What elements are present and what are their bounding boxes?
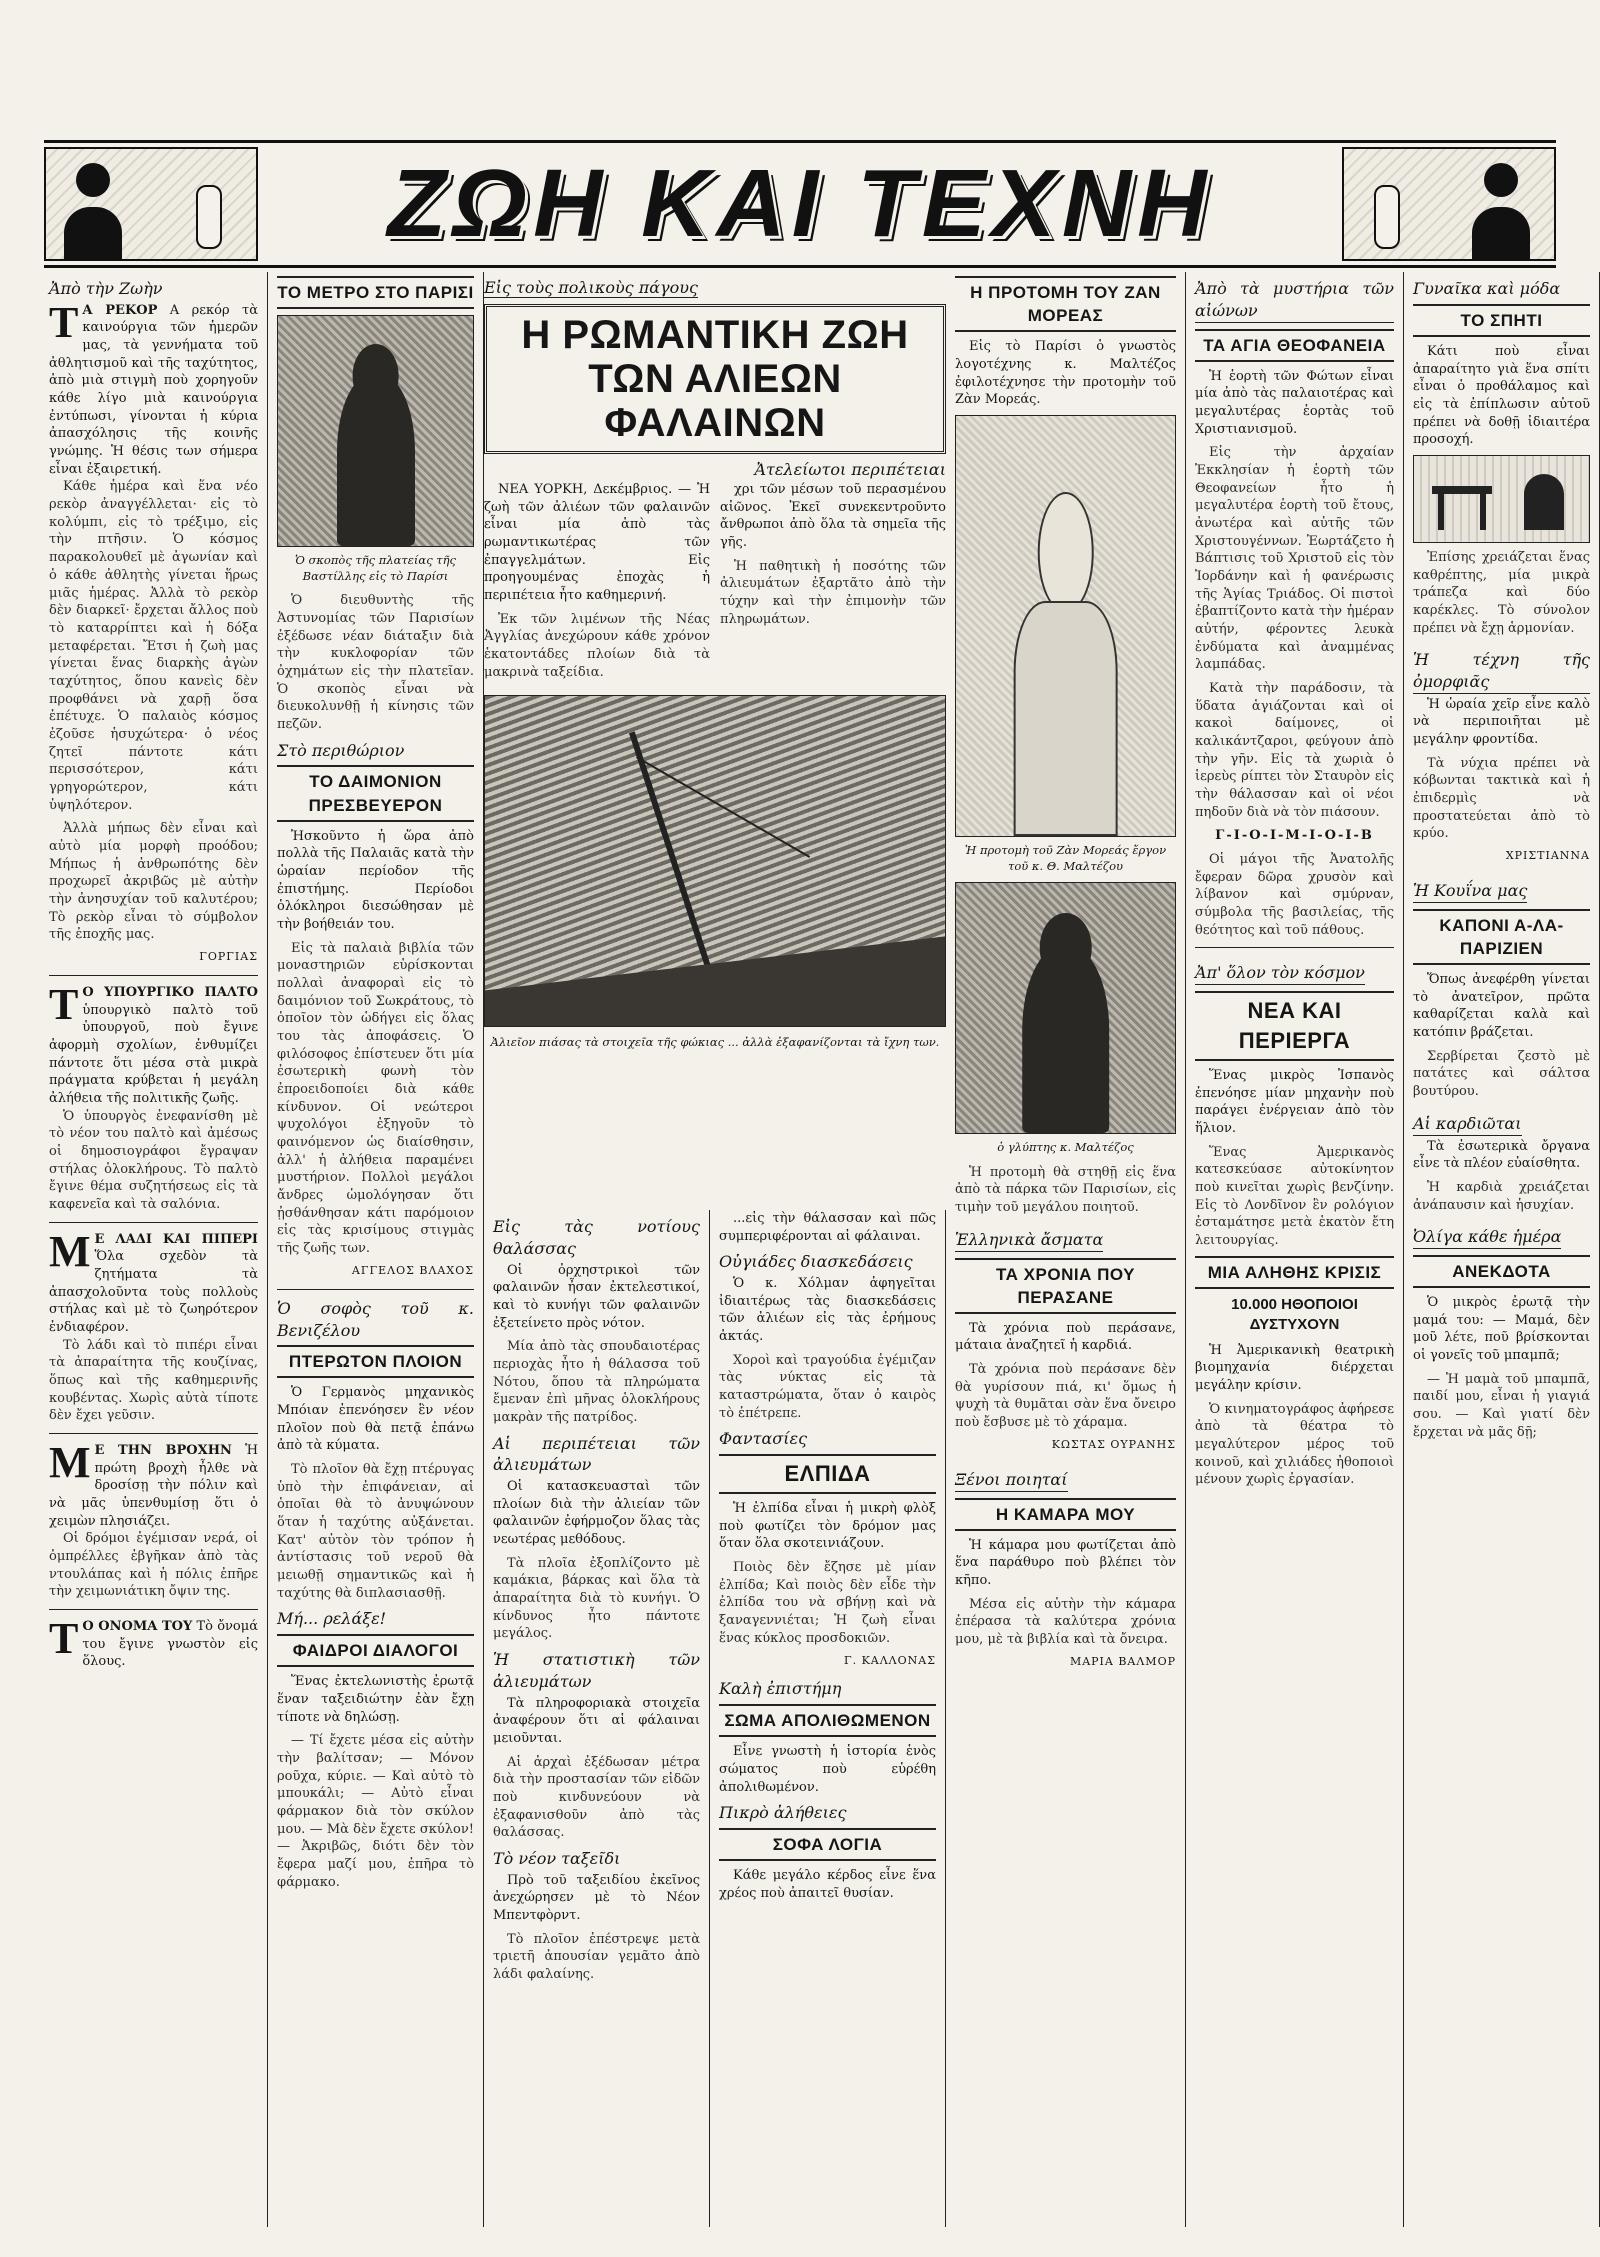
article-rain: Μ Ε ΤΗΝ ΒΡΟΧΗΝ Ἡ πρώτη βροχὴ ἦλθε νὰ δροσίσῃ τὴν πόλιν καὶ νὰ μᾶς ὑπενθυμίσῃ ὅτι ὁ χειμὼν πλησιάζει. Οἱ δρόμοι ἐγέμισαν νερά, οἱ ὀμπρέλλες ἐβγῆκαν ἀπὸ τὰς ντουλάπας καὶ ἡ πόλις ἐπῆρε τὴν χειμωνιάτικη ὄψιν της. xyxy=(49,1438,258,1600)
article-title: ΤΟ ΣΠΗΤΙ xyxy=(1413,304,1590,337)
article-text: Ἕνας ἐκτελωνιστὴς ἐρωτᾷ ἕναν ταξειδιώτην ἐὰν ἔχῃ τίποτε νὰ δηλώσῃ. xyxy=(277,1674,474,1725)
article-text: ΝΕΑ ΥΟΡΚΗ, Δεκέμβριος. — Ἡ ζωὴ τῶν ἀλιέων τῶν φαλαινῶν εἶναι μία ἀπὸ τὰς ρωμαντικωτέρας τῶν ἐπαγγελμάτων. Εἰς προηγουμένας ἐποχὰς ἡ περιπέτεια ἦτο καθημερινή. xyxy=(484,482,710,604)
article-text: Τὸ ὄνομά του ἔγινε γνωστὸν εἰς ὅλους. xyxy=(82,1619,258,1670)
masthead-title: ΖΩΗ ΚΑΙ ΤΕΧΝΗ xyxy=(387,150,1213,257)
section-kicker: Εἰς τὰς νοτίους θαλάσσας xyxy=(493,1217,700,1258)
article-title: Ε ΛΑΔΙ ΚΑΙ ΠΙΠΕΡΙ xyxy=(94,1231,258,1247)
article-title: Η ΠΡΟΤΟΜΗ ΤΟΥ ΖΑΝ ΜΟΡΕΑΣ xyxy=(955,276,1176,332)
article-text: Εἶνε γνωστὴ ἡ ἱστορία ἑνὸς σώματος ποὺ εὑρέθη ἀπολιθωμένον. xyxy=(719,1744,936,1795)
article-text: Ἠσκοῦντο ἡ ὥρα ἀπὸ πολλὰ τῆς Παλαιᾶς κατὰ τὴν ὡραίαν περίοδον τῆς ἐπιστήμης. Περίοδοι ὁλόκληροι διεσώθησαν μὲ τὴν βοήθειάν του. xyxy=(277,828,474,933)
section-kicker: Τὸ νέον ταξεῖδι xyxy=(493,1848,621,1868)
column-3: Εἰς τὰς νοτίους θαλάσσας Οἱ ὀρχηστρικοὶ τῶν φαλαινῶν ἦσαν ἐκτελεστικοί, καὶ τὸ κυνήγι τῶν φαλαινῶν ἐξετείνετο πρὸς νότον. Μία ἀπὸ τὰς σπουδαιοτέρας περιοχὰς ἦτο ἡ θάλασσα τοῦ Νότου, ὅπου τὰ πληρώματα ἔμεναν ἐπὶ μῆνας ὁλοκλήρους μακρὰν τῆς πατρίδος. Αἱ περιπέτειαι τῶν ἀλιευμάτων Οἱ κατασκευασταὶ τῶν πλοίων διὰ τὴν ἀλιείαν τῶν φαλαινῶν ἐφήρμοζον ὅλας τὰς νεωτέρας μεθόδους. Τὰ πλοῖα ἐξοπλίζοντο μὲ καμάκια, βάρκας καὶ ὅλα τὰ ἀπαραίτητα διὰ τὸ κυνήγι. Ὁ κίνδυνος ἦτο πάντοτε μεγάλος. Ἡ στατιστικὴ τῶν ἀλιευμάτων Τὰ πληροφοριακὰ στοιχεῖα ἀναφέρουν ὅτι αἱ φάλαιναι μειοῦνται. Αἱ ἀρχαὶ ἐξέδωσαν μέτρα διὰ τὴν προστασίαν τῶν εἰδῶν ποὺ κινδυνεύουν νὰ ἐξαφανισθοῦν ἀπὸ τὰς θαλάσσας. Τὸ νέον ταξεῖδι Πρὸ τοῦ ταξειδίου ἐκεῖνος ἀνεχώρησεν μὲ τὸ Νέον Μπεντφὸρντ. Τὸ πλοῖον ἐπέστρεψε μετὰ τριετῆ ἀπουσίαν γεμᾶτο ἀπὸ λάδι φαλαίνης. xyxy=(484,1210,710,2227)
article-text: Τὰ πληροφοριακὰ στοιχεῖα ἀναφέρουν ὅτι αἱ φάλαιναι μειοῦνται. xyxy=(493,1695,700,1746)
signature: ΓΟΡΓΙΑΣ xyxy=(199,949,258,963)
section-kicker: Εἰς τοὺς πολικοὺς πάγους xyxy=(484,278,698,297)
dropcap: Μ xyxy=(49,1226,91,1276)
article-text: Ὁ κ. Χόλμαν ἀφηγεῖται ἰδιαιτέρως τὰς διασκεδάσεις τῶν ἀλιέων εἰς τὰς ἐρήμους ἀκτάς. xyxy=(719,1276,936,1345)
article-text: Οἱ ὀρχηστρικοὶ τῶν φαλαινῶν ἦσαν ἐκτελεστικοί, καὶ τὸ κυνήγι τῶν φαλαινῶν ἐξετείνετο πρὸς νότον. xyxy=(493,1262,700,1331)
article-text: Α ρεκόρ τὰ καινούργια τῶν ἡμερῶν μας, τὰ γεννήματα τοῦ ἀθλητισμοῦ καὶ τῆς ταχύτητος, ἀπὸ μιὰ στιγμὴ ποὺ χορηγοῦν κάθε λίγο μιὰ καινούργια ἐντύπωσι, γίνονται ἡ κύρια ἀπασχόλησις τῆς κοινῆς γνώμης. Ἡ θέσις των σήμερα εἶναι ἐξαιρετική. xyxy=(49,302,258,477)
photo-caption: Ὁ σκοπὸς τῆς πλατείας τῆς Βαστίλλης εἰς τὸ Παρίσι xyxy=(295,553,456,583)
section-kicker: Ὀλίγα κάθε ἡμέρα xyxy=(1413,1226,1561,1249)
whale-feature: Εἰς τοὺς πολικοὺς πάγους Η ΡΩΜΑΝΤΙΚΗ ΖΩΗ ΤΩΝ ΑΛΙΕΩΝ ΦΑΛΑΙΝΩΝ Ἀτελείωτοι περιπέτειαι ΝΕΑ ΥΟΡΚΗ, Δεκέμβριος. — Ἡ ζωὴ τῶν ἀλιέων τῶν φαλαινῶν εἶναι μία ἀπὸ τὰς ρωμαντικωτέρας τῶν ἐπαγγελμάτων. Εἰς προηγουμένας ἐποχὰς ἡ περιπέτεια ἦτο καθημερινή. Ἐκ τῶν λιμένων τῆς Νέας Ἀγγλίας ἀνεχώρουν κάθε χρόνον ἑκατοντάδες πλοίων διὰ τὰ μακρινὰ ταξείδια. χρι τῶν μέσων τοῦ περασμένου αἰῶνος. Ἐκεῖ συνεκεντροῦντο ἄνθρωποι ἀπὸ ὅλα τὰ σημεῖα τῆς γῆς. Ἡ παθητικὴ ἡ ποσότης τῶν ἀλιευμάτων ἐξαρτᾶτο ἀπὸ τὴν τύχην καὶ τὴν ἐπιμονὴν τῶν πληρωμάτων. Ἀλιεῖον πιάσας τὰ στοιχεῖα τῆς φώκιας ... ἀλλὰ ἐξαφανίζονται τὰ ἴχνη των. xyxy=(484,278,946,1050)
article-text: χρι τῶν μέσων τοῦ περασμένου αἰῶνος. Ἐκεῖ συνεκεντροῦντο ἄνθρωποι ἀπὸ ὅλα τὰ σημεῖα τῆς γῆς. xyxy=(720,482,946,551)
article-text: Ἡ πρώτη βροχὴ ἦλθε νὰ δροσίσῃ τὴν πόλιν καὶ νὰ μᾶς ὑπενθυμίσῃ ὅτι ὁ χειμὼν πλησιάζει. xyxy=(49,1443,258,1529)
article-title: ΠΤΕΡΩΤΟΝ ΠΛΟΙΟΝ xyxy=(277,1345,474,1378)
dropcap: Τ xyxy=(49,1614,79,1664)
signature: ΚΩΣΤΑΣ ΟΥΡΑΝΗΣ xyxy=(1051,1437,1176,1451)
article-title: ΚΑΠΟΝΙ Α-ΛΑ-ΠΑΡΙΖΙΕΝ xyxy=(1413,909,1590,965)
article-title: Ε ΤΗΝ ΒΡΟΧΗΝ xyxy=(94,1443,232,1459)
section-kicker: Καλὴ ἐπιστήμη xyxy=(719,1679,842,1699)
whaling-photo xyxy=(484,695,946,1027)
article-text: Οἱ κατασκευασταὶ τῶν πλοίων διὰ τὴν ἀλιείαν τῶν φαλαινῶν ἐφήρμοζον ὅλας τὰς νεωτέρας μεθόδους. xyxy=(493,1479,700,1548)
section-kicker: Πικρὸ ἀλήθειες xyxy=(719,1803,847,1823)
article-text: Ὅλα σχεδὸν τὰ ζητήματα τὰ ἀπασχολοῦντα τοὺς πολλοὺς στήλας καὶ μὲ τὸ ζωηρότερον ἐνδιαφέρον. xyxy=(49,1249,258,1335)
article-text: Εἰς τὸ Παρίσι ὁ γνωστὸς λογοτέχνης κ. Μαλτέζος ἐφιλοτέχνησε τὴν προτομὴν τοῦ Ζὰν Μορεάς. xyxy=(955,339,1176,408)
dropcap: Μ xyxy=(49,1438,91,1488)
section-kicker: Ἀπὸ τὴν Ζωὴν xyxy=(49,279,163,298)
section-kicker: Αἱ περιπέτειαι τῶν ἀλιευμάτων xyxy=(493,1433,700,1475)
article-text: Ὁ μικρὸς ἐρωτᾷ τὴν μαμά του: — Μαμά, δὲν μοῦ λέτε, ποῦ βρίσκονται οἱ γονεῖς τοῦ μπαμπᾶ; xyxy=(1413,1295,1590,1364)
signature: Γ. ΚΑΛΛΟΝΑΣ xyxy=(843,1653,936,1667)
metro-photo xyxy=(277,315,474,547)
article-text: Ἡ ἐλπίδα εἶναι ἡ μικρὴ φλὸξ ποὺ φωτίζει τὸν δρόμον μας ὅταν ὅλα σκοτεινιάζουν. xyxy=(719,1501,936,1552)
formula: Γ-Ι-Ο-Ι-Μ-Ι-Ο-Ι-Β xyxy=(1215,828,1374,844)
article-title: ΦΑΙΔΡΟΙ ΔΙΑΛΟΓΟΙ xyxy=(277,1634,474,1667)
section-kicker: Ὁ σοφὸς τοῦ κ. Βενιζέλου xyxy=(277,1298,474,1340)
column-2: ΤΟ ΜΕΤΡΟ ΣΤΟ ΠΑΡΙΣΙ Ὁ σκοπὸς τῆς πλατείας τῆς Βαστίλλης εἰς τὸ Παρίσι Ὁ διευθυντὴς τῆς Ἀστυνομίας τῶν Παρισίων ἐξέδωσε νέαν διάταξιν διὰ τὴν κυκλοφορίαν τῶν ὀχημάτων εἰς τὴν πλατεῖαν. Ὁ σκοπὸς εἶναι νὰ διευκολυνθῇ ἡ κίνησις τῶν πεζῶν. Στὸ περιθώριον ΤΟ ΔΑΙΜΟΝΙΟΝ ΠΡΕΣΒΕΥΕΡΟΝ Ἠσκοῦντο ἡ ὥρα ἀπὸ πολλὰ τῆς Παλαιᾶς κατὰ τὴν ὡραίαν περίοδον τῆς ἐπιστήμης. Περίοδοι ὁλόκληροι διεσώθησαν μὲ τὴν βοήθειάν του. Εἰς τὰ παλαιὰ βιβλία τῶν μοναστηριῶν εὑρίσκονται πολλαὶ ἀναφοραὶ εἰς τὸ δαιμόνιον τοῦ Σωκράτους, τὸ ὁποῖον τὸν ὡδήγει εἰς ὅλας του τὰς ἀποφάσεις. Ὁ φιλόσοφος ἐπίστευεν ὅτι μία ἐσωτερικὴ φωνὴ τὸν ἐπροειδοποίει διὰ κάθε κίνδυνον. Οἱ νεώτεροι ψυχολόγοι ἐξηγοῦν τὸ φαινόμενον ὡς διαίσθησιν, ἀλλ' ἡ ἀλήθεια παραμένει μυστήριον. Πολλοὶ μεγάλοι ἄνδρες ὡμολόγησαν ὅτι ᾐσθάνθησαν κάτι παρόμοιον εἰς τὰς κρισίμους στιγμὰς τῆς ζωῆς των. ΑΓΓΕΛΟΣ ΒΛΑΧΟΣ Ὁ σοφὸς τοῦ κ. Βενιζέλου ΠΤΕΡΩΤΟΝ ΠΛΟΙΟΝ Ὁ Γερμανὸς μηχανικὸς Μπόιαν ἐπενόησεν ἓν νέον πλοῖον ποὺ θὰ πετᾷ ἐπάνω ἀπὸ τὰ κύματα. Τὸ πλοῖον θὰ ἔχῃ πτέρυγας ὑπὸ τὴν ἐπιφάνειαν, αἱ ὁποῖαι θὰ τὸ ἀνυψώνουν ὅταν ἡ ταχύτης αὐξάνεται. Κατ' αὐτὸν τὸν τρόπον ἡ ἀντίστασις τοῦ νεροῦ θὰ μειωθῇ σημαντικῶς καὶ ἡ ταχύτης θὰ διπλασιασθῇ. Μή... ρελάξε! ΦΑΙΔΡΟΙ ΔΙΑΛΟΓΟΙ Ἕνας ἐκτελωνιστὴς ἐρωτᾷ ἕναν ταξειδιώτην ἐὰν ἔχῃ τίποτε νὰ δηλώσῃ. — Τί ἔχετε μέσα εἰς αὐτὴν τὴν βαλίτσαν; — Μόνον ροῦχα, κύριε. — Καὶ αὐτὸ τὸ μπουκάλι; — Αὐτὸ εἶναι φάρμακον διὰ τὸν σκύλον μου. — Μὰ δὲν ἔχετε σκύλον! — Ἀκριβῶς, διότι δὲν τὸν ἔφερα μαζί μου, ἐπῆρα τὸ φάρμακο. xyxy=(268,272,484,2227)
article-text: Ἡ κάμαρα μου φωτίζεται ἀπὸ ἕνα παράθυρο ποὺ βλέπει τὸν κῆπο. xyxy=(955,1537,1176,1588)
dropcap: Τ xyxy=(49,979,79,1029)
article-records: Τ Α ΡΕΚΟΡ Α ρεκόρ τὰ καινούργια τῶν ἡμερῶν μας, τὰ γεννήματα τοῦ ἀθλητισμοῦ καὶ τῆς ταχύτητος, ἀπὸ μιὰ στιγμὴ ποὺ χορηγοῦν κάθε λίγο μιὰ καινούργια ἐντύπωσι, γίνονται ἡ κύρια ἀπασχόλησις τῆς κοινῆς γνώμης. Ἡ θέσις των σήμερα εἶναι ἐξαιρετική. Κάθε ἡμέρα καὶ ἕνα νέο ρεκὸρ ἀναγγέλλεται· εἰς τὸ κολύμπι, εἰς τὸ τρέξιμο, εἰς τὴν πτῆσιν. Ὁ κόσμος παρακολουθεῖ μὲ ἀγωνίαν καὶ ὁ κάθε ἀθλητὴς γίνεται ἥρως μιᾶς ἡμέρας. Ἀλλὰ τὸ ρεκὸρ δὲν διαρκεῖ· ἔρχεται ἄλλος ποὺ τὸ καταρρίπτει καὶ ἡ δόξα μεταφέρεται. Ἔτσι ἡ ζωὴ μας γίνεται ἕνας διαρκὴς ἀγὼν ταχύτητος, ὅπου κανεὶς δὲν προφθάνει νὰ χαρῇ ὅσα ἐπέτυχε. Ὁ παλαιὸς κόσμος ἐζοῦσε ἡσυχώτερα· ὁ νέος ζητεῖ πάντοτε κάτι περισσότερον, κάτι γρηγορώτερον, κάτι ὑψηλότερον. Ἀλλὰ μήπως δὲν εἶναι καὶ αὐτὸ μία μορφὴ προόδου; Μήπως ἡ ἀνθρωπότης δὲν προχωρεῖ ἀκριβῶς μὲ αὐτὴν τὴν ἀνησυχίαν τοῦ καλυτέρου; Τὸ ρεκὸρ εἶναι τὸ σύμβολον τῆς ἐποχῆς μας. xyxy=(49,297,258,943)
article-text: Ἡ ἑορτὴ τῶν Φώτων εἶναι μία ἀπὸ τὰς παλαιοτέρας καὶ μεγαλυτέρας ἑορτὰς τοῦ Χριστιανισμοῦ. xyxy=(1195,368,1394,437)
article-title: Ο ΟΝΟΜΑ ΤΟΥ xyxy=(82,1619,193,1635)
column-5: Η ΠΡΟΤΟΜΗ ΤΟΥ ΖΑΝ ΜΟΡΕΑΣ Εἰς τὸ Παρίσι ὁ γνωστὸς λογοτέχνης κ. Μαλτέζος ἐφιλοτέχνησε τὴν προτομὴν τοῦ Ζὰν Μορεάς. Ἡ προτομὴ τοῦ Ζὰν Μορεάς ἔργον τοῦ κ. Θ. Μαλτέζου ὁ γλύπτης κ. Μαλτέζος Ἡ προτομὴ θὰ στηθῇ εἰς ἕνα ἀπὸ τὰ πάρκα τῶν Παρισίων, εἰς τιμὴν τοῦ μεγάλου ποιητοῦ. Ἑλληνικὰ ἄσματα ΤΑ ΧΡΟΝΙΑ ΠΟΥ ΠΕΡΑΣΑΝΕ Τὰ χρόνια ποὺ περάσανε, μάταια ἀναζητεῖ ἡ καρδιά. Τὰ χρόνια ποὺ περάσανε δὲν θὰ γυρίσουν πιά, κι' ὅμως ἡ ψυχὴ τὰ θυμᾶται σὰν ἕνα ὄνειρο ποὺ ἔσβυσε μὲ τὸ χάραμα. ΚΩΣΤΑΣ ΟΥΡΑΝΗΣ Ξένοι ποιηταί Η ΚΑΜΑΡΑ ΜΟΥ Ἡ κάμαρα μου φωτίζεται ἀπὸ ἕνα παράθυρο ποὺ βλέπει τὸν κῆπο. Μέσα εἰς αὐτὴν τὴν κάμαρα ἐπέρασα τὰ καλύτερα χρόνια μου, μὲ τὰ βιβλία καὶ τὰ ὄνειρα. ΜΑΡΙΑ ΒΑΛΜΟΡ xyxy=(946,272,1186,2227)
article-text: Ἕνας μικρὸς Ἰσπανὸς ἐπενόησε μίαν μηχανὴν ποὺ παράγει ἐνέργειαν ἀπὸ τὸν ἥλιον. xyxy=(1195,1068,1394,1137)
section-kicker: Φαντασίες xyxy=(719,1429,808,1449)
article-subtitle: 10.000 ΗΘΟΠΟΙΟΙ ΔΥΣΤΥΧΟΥΝ xyxy=(1231,1295,1358,1334)
article-text: Πρὸ τοῦ ταξειδίου ἐκεῖνος ἀνεχώρησεν μὲ τὸ Νέον Μπεντφὸρντ. xyxy=(493,1872,700,1924)
section-kicker: Ἀπὸ τὰ μυστήρια τῶν αἰώνων xyxy=(1195,278,1394,323)
article-text: Ἡ ὡραία χεῖρ εἶνε καλὸ νὰ περιποιῆται μὲ μεγάλην φροντίδα. xyxy=(1413,696,1590,748)
article-text: Τὰ χρόνια ποὺ περάσανε, μάταια ἀναζητεῖ ἡ καρδιά. xyxy=(955,1320,1176,1354)
article-title: ΜΙΑ ΑΛΗΘΗΣ ΚΡΙΣΙΣ xyxy=(1195,1256,1394,1289)
section-kicker: Ἡ τέχνη τῆς ὀμορφιᾶς xyxy=(1413,649,1590,694)
bust-photo xyxy=(955,415,1176,837)
photo-caption: ὁ γλύπτης κ. Μαλτέζος xyxy=(997,1140,1134,1155)
article-title: Η ΚΑΜΑΡΑ ΜΟΥ xyxy=(955,1498,1176,1531)
article-text: Κάθε μεγάλο κέρδος εἶνε ἕνα χρέος ποὺ ἀπαιτεῖ θυσίαν. xyxy=(719,1868,936,1901)
section-kicker: Ξένοι ποιηταί xyxy=(955,1469,1068,1492)
article-title: ΝΕΑ ΚΑΙ ΠΕΡΙΕΡΓΑ xyxy=(1195,991,1394,1061)
section-kicker: Μή... ρελάξε! xyxy=(277,1609,387,1629)
section-kicker: Ἡ στατιστικὴ τῶν ἀλιευμάτων xyxy=(493,1650,700,1691)
section-kicker: Ἀπ' ὅλον τὸν κόσμον xyxy=(1195,962,1365,985)
article-text: Ἡ Ἀμερικανικὴ θεατρικὴ βιομηχανία διέρχεται μεγάλην κρίσιν. xyxy=(1195,1342,1394,1393)
article-text: ὑπουργικὸ παλτὸ τοῦ ὑπουργοῦ, ποὺ ἔγινε ἀφορμὴ σχολίων, ἐνθυμίζει πάντοτε ὅτι μέσα στὰ μικρὰ πράγματα κρύβεται ἡ μεγάλη ἀλήθεια τῆς πολιτικῆς ζωῆς. xyxy=(49,1002,258,1106)
column-1 xyxy=(40,272,268,2227)
signature: ΧΡΙΣΤΙΑΝΝΑ xyxy=(1505,849,1590,863)
masthead-right-illustration xyxy=(1342,147,1556,261)
masthead-left-illustration xyxy=(44,147,258,261)
article-oil-and-pepper: Μ Ε ΛΑΔΙ ΚΑΙ ΠΙΠΕΡΙ Ὅλα σχεδὸν τὰ ζητήματα τὰ ἀπασχολοῦντα τοὺς πολλοὺς στήλας καὶ μὲ τὸ ζωηρότερον ἐνδιαφέρον. Τὸ λάδι καὶ τὸ πιπέρι εἶναι τὰ ἀπαραίτητα τῆς κουζίνας, ὅπως καὶ τῆς καθημερινῆς κουβέντας. Χωρὶς αὐτὰ τίποτε δὲν ἔχει γεῦσιν. xyxy=(49,1226,258,1424)
column-4: ...εἰς τὴν θάλασσαν καὶ πῶς συμπεριφέρονται αἱ φάλαιναι. Οὐγιάδες διασκεδάσεις Ὁ κ. Χόλμαν ἀφηγεῖται ἰδιαιτέρως τὰς διασκεδάσεις τῶν ἀλιέων εἰς τὰς ἐρήμους ἀκτάς. Χοροὶ καὶ τραγούδια ἐγέμιζαν τὰς νύκτας εἰς τὰ καταστρώματα, ὅταν ὁ καιρὸς τὸ ἐπέτρεπε. Φαντασίες ΕΛΠΙΔΑ Ἡ ἐλπίδα εἶναι ἡ μικρὴ φλὸξ ποὺ φωτίζει τὸν δρόμον μας ὅταν ὅλα σκοτεινιάζουν. Ποιὸς δὲν ἔζησε μὲ μίαν ἐλπίδα; Καὶ ποιὸς δὲν εἶδε τὴν ἐλπίδα του νὰ σβήνῃ καὶ νὰ ξαναγεννιέται; Ἡ ζωὴ εἶναι ἕνας κύκλος προσδοκιῶν. Γ. ΚΑΛΛΟΝΑΣ Καλὴ ἐπιστήμη ΣΩΜΑ ΑΠΟΛΙΘΩΜΕΝΟΝ Εἶνε γνωστὴ ἡ ἱστορία ἑνὸς σώματος ποὺ εὑρέθη ἀπολιθωμένον. Πικρὸ ἀλήθειες ΣΟΦΑ ΛΟΓΙΑ Κάθε μεγάλο κέρδος εἶνε ἕνα χρέος ποὺ ἀπαιτεῖ θυσίαν. xyxy=(710,1210,946,2227)
article-title: ΤΑ ΑΓΙΑ ΘΕΟΦΑΝΕΙΑ xyxy=(1195,329,1394,362)
section-kicker: Ἡ Κουΐνα μας xyxy=(1413,880,1527,903)
article-ministerial-coat: Τ Ο ΥΠΟΥΡΓΙΚΟ ΠΑΛΤΟ ὑπουργικὸ παλτὸ τοῦ ὑπουργοῦ, ποὺ ἔγινε ἀφορμὴ σχολίων, ἐνθυμίζει πάντοτε ὅτι μέσα στὰ μικρὰ πράγματα κρύβεται ἡ μεγάλη ἀλήθεια τῆς πολιτικῆς ζωῆς. Ὁ ὑπουργὸς ἐνεφανίσθη μὲ τὸ νέον του παλτὸ καὶ ἀμέσως οἱ δημοσιογράφοι ἔγραψαν στήλας ὁλοκλήρους. Τὸ παλτὸ ἔγινε θέμα συζητήσεως εἰς τὰ καφενεῖα καὶ τὰ σαλόνια. xyxy=(49,979,258,1212)
article-title: ΤΟ ΔΑΙΜΟΝΙΟΝ ΠΡΕΣΒΕΥΕΡΟΝ xyxy=(277,765,474,821)
sculptor-photo xyxy=(955,882,1176,1134)
article-text: Ὁ Γερμανὸς μηχανικὸς Μπόιαν ἐπενόησεν ἓν νέον πλοῖον ποὺ θὰ πετᾷ ἐπάνω ἀπὸ τὰ κύματα. xyxy=(277,1385,474,1454)
section-kicker: Στὸ περιθώριον xyxy=(277,740,405,760)
article-title: Ο ΥΠΟΥΡΓΙΚΟ ΠΑΛΤΟ xyxy=(82,984,258,1000)
column-6: Ἀπὸ τὰ μυστήρια τῶν αἰώνων ΤΑ ΑΓΙΑ ΘΕΟΦΑΝΕΙΑ Ἡ ἑορτὴ τῶν Φώτων εἶναι μία ἀπὸ τὰς παλαιοτέρας καὶ μεγαλυτέρας ἑορτὰς τοῦ Χριστιανισμοῦ. Εἰς τὴν ἀρχαίαν Ἐκκλησίαν ἡ ἑορτὴ τῶν Θεοφανείων ἦτο ἡ μεγαλυτέρα ἑορτὴ τοῦ ἔτους, ἀνωτέρα καὶ αὐτῆς τῶν Χριστουγέννων. Ἐωρτάζετο ἡ Βάπτισις τοῦ Χριστοῦ εἰς τὸν Ἰορδάνην καὶ ἡ φανέρωσις τῆς Ἁγίας Τριάδος. Οἱ πιστοὶ ἐβαπτίζοντο κατὰ τὴν ἡμέραν αὐτήν, φέροντες λευκὰ ἐνδύματα καὶ ἀναμμένας λαμπάδας. Κατὰ τὴν παράδοσιν, τὰ ὕδατα ἁγιάζονται καὶ οἱ κακοὶ δαίμονες, οἱ καλικάντζαροι, φεύγουν ἀπὸ τὴν γῆν. Εἰς τὰ χωριὰ ὁ ἱερεὺς ρίπτει τὸν Σταυρὸν εἰς τὴν θάλασσαν καὶ οἱ νέοι πηδοῦν διὰ νὰ τὸν πιάσουν. Γ-Ι-Ο-Ι-Μ-Ι-Ο-Ι-Β Οἱ μάγοι τῆς Ἀνατολῆς ἔφεραν δῶρα χρυσὸν καὶ λίβανον καὶ σμύρναν, σύμβολα τῆς βασιλείας, τῆς θεότητος καὶ τοῦ πάθους. Ἀπ' ὅλον τὸν κόσμον ΝΕΑ ΚΑΙ ΠΕΡΙΕΡΓΑ Ἕνας μικρὸς Ἰσπανὸς ἐπενόησε μίαν μηχανὴν ποὺ παράγει ἐνέργειαν ἀπὸ τὸν ἥλιον. Ἕνας Ἀμερικανὸς κατεσκεύασε αὐτοκίνητον ποὺ κινεῖται χωρὶς βενζίνην. Εἰς τὸ Λονδῖνον ἓν ρολόγιον ἐσταμάτησε μετὰ ἑκατὸν ἔτη λειτουργίας. ΜΙΑ ΑΛΗΘΗΣ ΚΡΙΣΙΣ 10.000 ΗΘΟΠΟΙΟΙ ΔΥΣΤΥΧΟΥΝ Ἡ Ἀμερικανικὴ θεατρικὴ βιομηχανία διέρχεται μεγάλην κρίσιν. Ὁ κινηματογράφος ἀφήρεσε ἀπὸ τὰ θέατρα τὸ μεγαλύτερον μέρος τοῦ κοινοῦ, καὶ χιλιάδες ἠθοποιοὶ μένουν χωρὶς ἐργασίαν. xyxy=(1186,272,1404,2227)
column-7: Γυναῖκα καὶ μόδα ΤΟ ΣΠΗΤΙ Κάτι ποὺ εἶναι ἀπαραίτητο γιὰ ἕνα σπίτι εἶναι ὁ προθάλαμος καὶ εἰς τὰ ἐπίπλωσιν αὐτοῦ πρέπει νὰ δοθῇ ἰδιαιτέρα προσοχή. Ἐπίσης χρειάζεται ἕνας καθρέπτης, μία μικρὰ τράπεζα καὶ δύο καρέκλες. Τὸ σύνολον πρέπει νὰ ἔχῃ ἁρμονίαν. Ἡ τέχνη τῆς ὀμορφιᾶς Ἡ ὡραία χεῖρ εἶνε καλὸ νὰ περιποιῆται μὲ μεγάλην φροντίδα. Τὰ νύχια πρέπει νὰ κόβωνται τακτικὰ καὶ ἡ ἐπιδερμὶς νὰ προστατεύεται ἀπὸ τὸ κρύο. ΧΡΙΣΤΙΑΝΝΑ Ἡ Κουΐνα μας ΚΑΠΟΝΙ Α-ΛΑ-ΠΑΡΙΖΙΕΝ Ὅπως ἀνεφέρθη γίνεται τὸ ἀνατεῖρον, πρῶτα καθαρίζεται καλὰ καὶ κατόπιν βράζεται. Σερβίρεται ζεστὸ μὲ πατάτες καὶ σάλτσα βουτύρου. Αἱ καρδιῶται Τὰ ἐσωτερικὰ ὄργανα εἶνε τὰ πλέον εὐαίσθητα. Ἡ καρδιὰ χρειάζεται ἀνάπαυσιν καὶ ἡσυχίαν. Ὀλίγα κάθε ἡμέρα ΑΝΕΚΔΟΤΑ Ὁ μικρὸς ἐρωτᾷ τὴν μαμά του: — Μαμά, δὲν μοῦ λέτε, ποῦ βρίσκονται οἱ γονεῖς τοῦ μπαμπᾶ; — Ἡ μαμὰ τοῦ μπαμπᾶ, παιδί μου, εἶναι ἡ γιαγιά σου. — Καὶ γιατί δὲν ἔρχεται νὰ μᾶς δῇ; xyxy=(1404,272,1600,2227)
section-kicker: Γυναῖκα καὶ μόδα xyxy=(1413,279,1561,298)
article-title: ΤΟ ΜΕΤΡΟ ΣΤΟ ΠΑΡΙΣΙ xyxy=(277,276,474,309)
article-text: Κάτι ποὺ εἶναι ἀπαραίτητο γιὰ ἕνα σπίτι εἶναι ὁ προθάλαμος καὶ εἰς τὰ ἐπίπλωσιν αὐτοῦ πρέπει νὰ δοθῇ ἰδιαιτέρα προσοχή. xyxy=(1413,343,1590,448)
article-title: Α ΡΕΚΟΡ xyxy=(82,302,158,318)
signature: ΜΑΡΙΑ ΒΑΛΜΟΡ xyxy=(1069,1654,1176,1668)
article-title: ΣΟΦΑ ΛΟΓΙΑ xyxy=(719,1828,936,1861)
feature-headline: Η ΡΩΜΑΝΤΙΚΗ ΖΩΗ ΤΩΝ ΑΛΙΕΩΝ ΦΑΛΑΙΝΩΝ xyxy=(484,304,946,454)
photo-caption: Ἀλιεῖον πιάσας τὰ στοιχεῖα τῆς φώκιας ... ἀλλὰ ἐξαφανίζονται τὰ ἴχνη των. xyxy=(490,1035,940,1050)
article-his-name xyxy=(49,1614,258,1671)
article-title: ΣΩΜΑ ΑΠΟΛΙΘΩΜΕΝΟΝ xyxy=(719,1704,936,1737)
article-title: ΤΑ ΧΡΟΝΙΑ ΠΟΥ ΠΕΡΑΣΑΝΕ xyxy=(955,1258,1176,1314)
photo-caption: Ἡ προτομὴ τοῦ Ζὰν Μορεάς ἔργον τοῦ κ. Θ. Μαλτέζου xyxy=(964,842,1167,873)
feature-subkicker: Ἀτελείωτοι περιπέτειαι xyxy=(754,460,946,479)
section-kicker: Αἱ καρδιῶται xyxy=(1413,1113,1522,1136)
masthead xyxy=(44,140,1556,268)
article-text: Τὰ ἐσωτερικὰ ὄργανα εἶνε τὰ πλέον εὐαίσθητα. xyxy=(1413,1138,1590,1172)
article-text: Ὅπως ἀνεφέρθη γίνεται τὸ ἀνατεῖρον, πρῶτα καθαρίζεται καλὰ καὶ κατόπιν βράζεται. xyxy=(1413,972,1590,1041)
article-title: ΑΝΕΚΔΟΤΑ xyxy=(1413,1255,1590,1288)
dropcap: Τ xyxy=(49,297,79,347)
signature: ΑΓΓΕΛΟΣ ΒΛΑΧΟΣ xyxy=(351,1263,474,1277)
article-text: ...εἰς τὴν θάλασσαν καὶ πῶς συμπεριφέρονται αἱ φάλαιναι. xyxy=(719,1211,936,1244)
article-title: ΕΛΠΙΔΑ xyxy=(719,1454,936,1494)
furniture-illustration xyxy=(1413,455,1590,543)
section-kicker: Οὐγιάδες διασκεδάσεις xyxy=(719,1252,913,1272)
section-kicker: Ἑλληνικὰ ἄσματα xyxy=(955,1229,1103,1252)
